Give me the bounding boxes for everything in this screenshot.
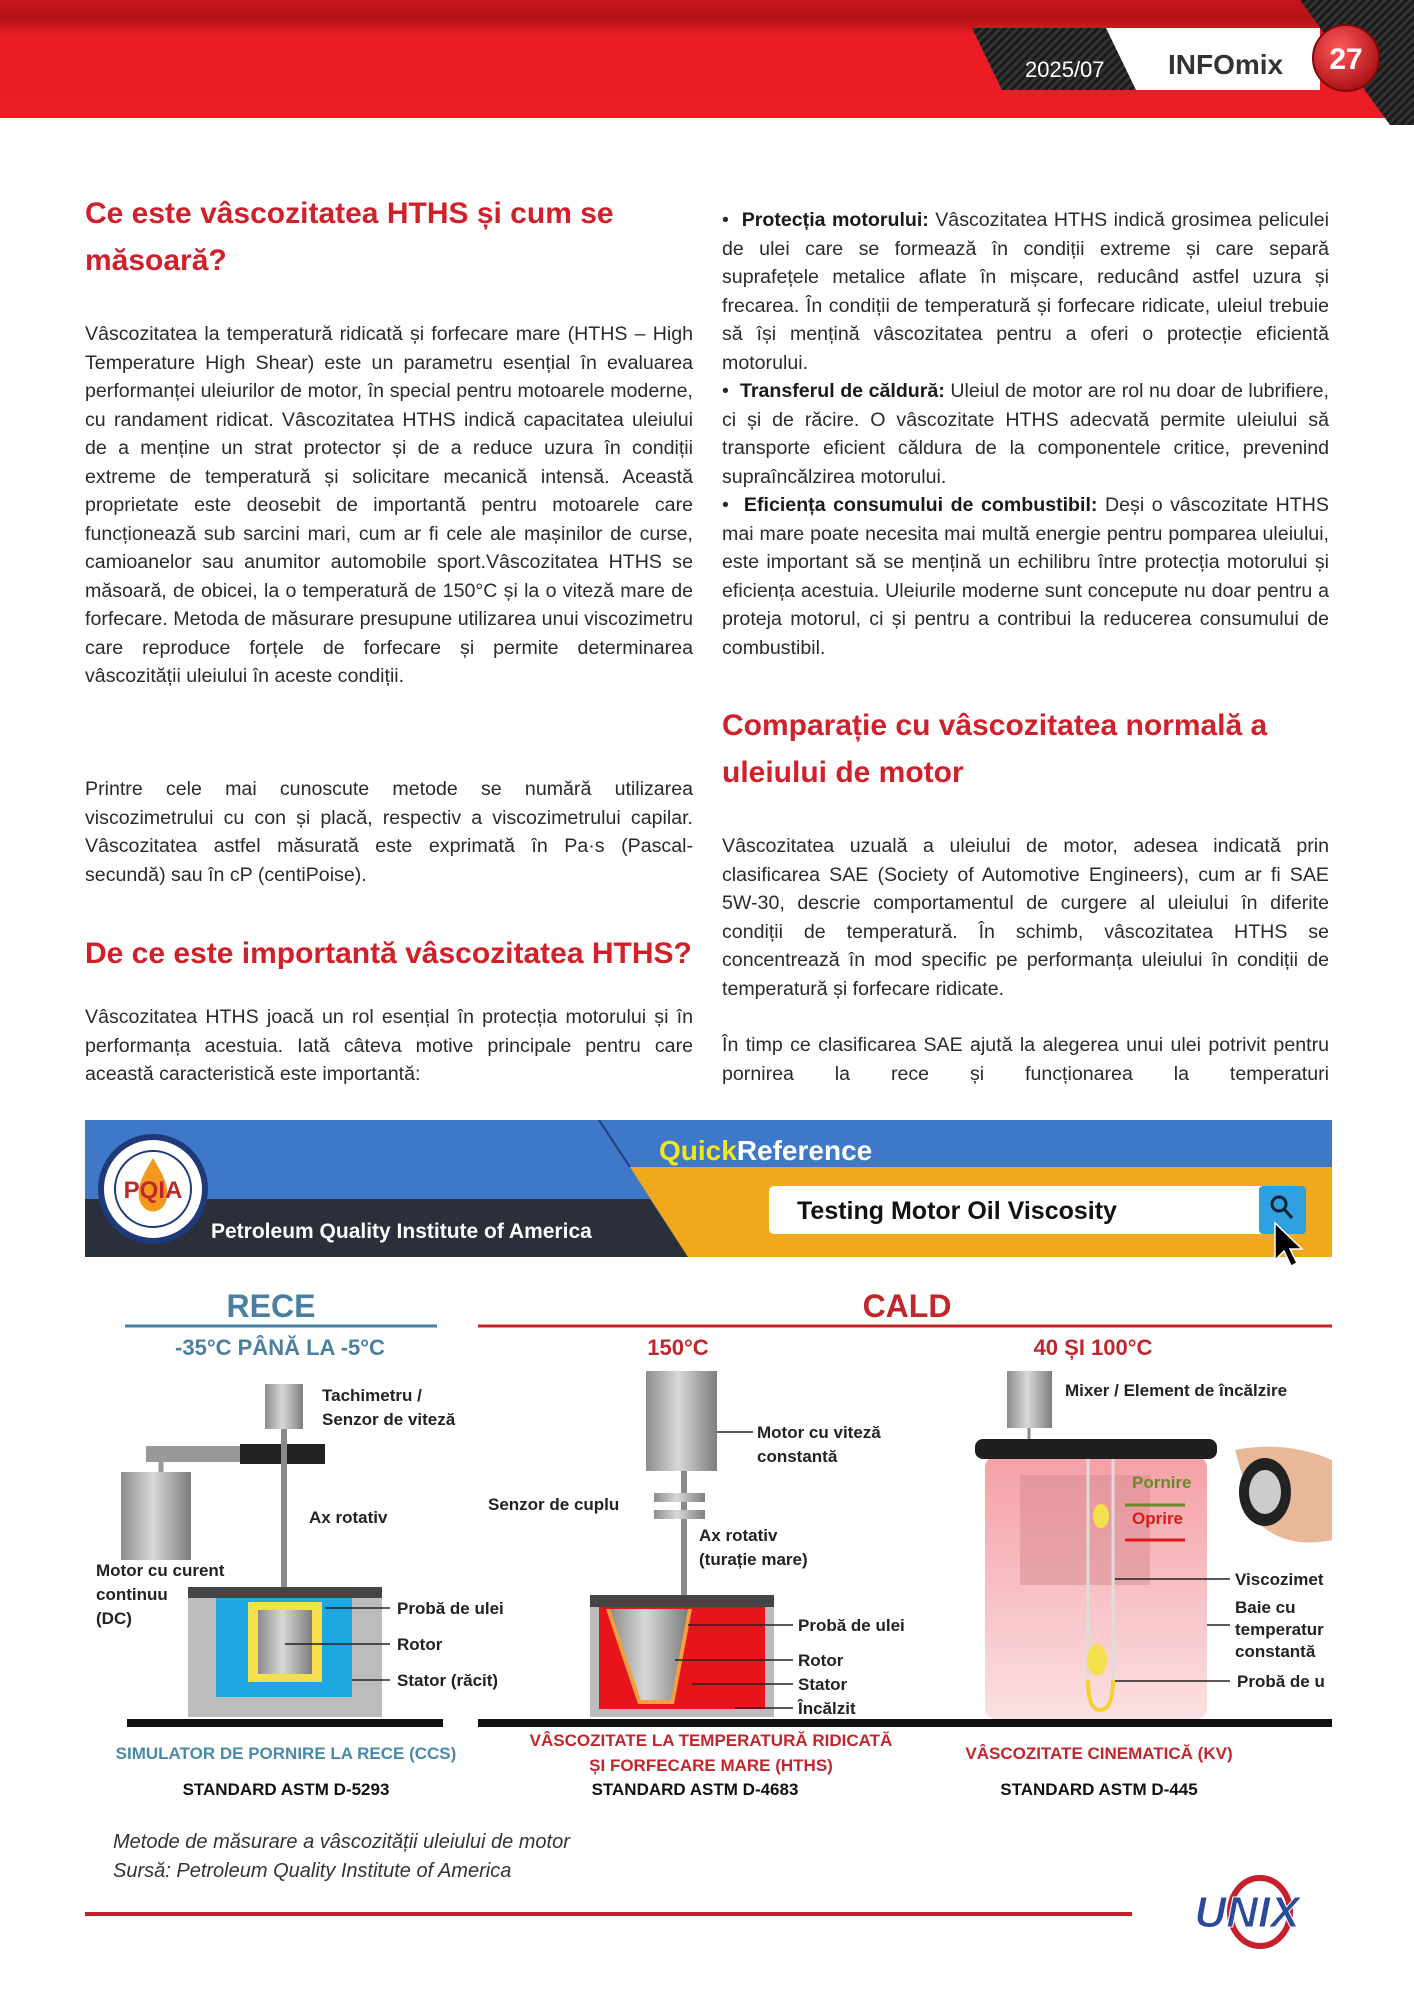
heading-why-important: De ce este importantă vâscozitatea HTHS?: [85, 937, 692, 970]
issue-date: 2025/07: [1025, 57, 1105, 82]
label: Oprire: [1132, 1509, 1184, 1528]
hths-standard: STANDARD ASTM D-4683: [591, 1780, 799, 1799]
quick-reference-title: QuickReference: [659, 1135, 873, 1166]
label: continuu: [96, 1585, 168, 1604]
kv-method: VÂSCOZITATE CINEMATICĂ (KV): [965, 1744, 1233, 1763]
magazine-name: INFOmix: [1168, 49, 1284, 80]
pqia-logo: [101, 1137, 205, 1241]
label: Stator (răcit): [397, 1671, 499, 1690]
label: constantă: [757, 1447, 838, 1466]
label: (turație mare): [699, 1550, 808, 1569]
label: Baie cu: [1235, 1598, 1296, 1617]
footer-divider: [85, 1912, 1132, 1916]
label: Probă de ulei: [798, 1616, 905, 1635]
search-button[interactable]: [1259, 1186, 1306, 1234]
label: Motor cu viteză: [757, 1423, 881, 1442]
hths-method-line1: VÂSCOZITATE LA TEMPERATURĂ RIDICATĂ: [529, 1731, 893, 1750]
ccs-standard: STANDARD ASTM D-5293: [182, 1780, 390, 1799]
kv-apparatus: [975, 1371, 1332, 1719]
label: Tachimetru /: [322, 1386, 422, 1405]
label: Probă de ulei: [397, 1599, 504, 1618]
viscosity-methods-infographic: [85, 1120, 1332, 1810]
quick-reference-banner: [85, 1120, 1332, 1266]
label: Senzor de viteză: [322, 1410, 456, 1429]
heading-what-is-hths: Ce este vâscozitatea HTHS și cum se măsoară?: [85, 197, 614, 277]
label: temperatur: [1235, 1620, 1324, 1639]
paragraph-sae-viscosity: Vâscozitatea uzuală a uleiului de motor, adesea indicată prin clasificarea SAE (Society of Automotive Engineers), cum ar fi SAE 5W-30, descrie comportamentul de curgere al uleiului în diferite condiții de temperatură. În schimb, vâscozitatea HTHS se concentrează în mod specific pe performanța uleiului în condiții de temperatură și forfecare ridicate.: [722, 835, 1329, 1000]
figure-caption: [113, 1828, 570, 1886]
svg-text:PQIA: PQIA: [123, 1177, 183, 1204]
ccs-method: SIMULATOR DE PORNIRE LA RECE (CCS): [115, 1744, 457, 1763]
label: Motor cu curent: [96, 1561, 225, 1580]
search-value: Testing Motor Oil Viscosity: [797, 1197, 1117, 1225]
bullet-text: Uleiul de motor are rol nu doar de lubrifiere, ci și de răcire. O vâscozitate HTHS adecvată permite uleiului să transporte eficient căldura de la componentele critice, prevenind supraîncălzirea motorului.: [722, 380, 1329, 488]
label: Ax rotativ: [699, 1526, 778, 1545]
importance-bullet-list: [722, 206, 1329, 662]
bullet-heat-transfer: • Transferul de căldură: Uleiul de motor are rol nu doar de lubrifiere, ci și de răcire. O vâscozitate HTHS adecvată permite uleiului să transporte eficient căldura de la componentele critice, prevenind supraîncălzirea motorului.: [722, 380, 1329, 488]
bullet-label: Eficiența consumului de combustibil:: [743, 494, 1098, 516]
heading-comparison: Comparație cu vâscozitatea normală a uleiului de motor: [722, 709, 1268, 789]
cold-temperature: -35°C PÂNĂ LA -5°C: [175, 1335, 385, 1360]
label: Pornire: [1132, 1473, 1192, 1492]
ccs-apparatus: [121, 1384, 443, 1727]
bullet-text: Deși o vâscozitate HTHS mai mare poate necesita mai multă energie pentru pomparea uleiului, este important să se mențină un echilibru între protecția motorului și eficiența acestuia. Uleiurile moderne sunt concepute nu doar pentru a proteja motorul, ci și pentru a contribui la reducerea consumului de combustibil.: [722, 494, 1329, 659]
hths-method-line2: ȘI FORFECARE MARE (HTHS): [589, 1756, 833, 1775]
label: Rotor: [397, 1635, 443, 1654]
label: (DC): [96, 1609, 132, 1628]
stopwatch-icon: [1235, 1447, 1332, 1543]
paragraph-sae-classification: În timp ce clasificarea SAE ajută la alegerea unui ulei potrivit pentru pornirea la rece și funcționarea la temperaturi: [722, 1034, 1329, 1085]
paragraph-hths-definition: Vâscozitatea la temperatură ridicată și forfecare mare (HTHS – High Temperature High Shear) este un parametru esențial în evaluarea performanței uleiurilor de motor, în special pentru motoarele moderne, cu randament ridicat. Vâscozitatea HTHS indică capacitatea uleiului de a menține un strat protector și de a reduce uzura în condiții extreme de temperatură și solicitare mecanică intensă. Această proprietate este deosebit de importantă pentru motoarele care funcționează sub sarcini mari, cum ar fi cele ale mașinilor de curse, camioanelor sau anumitor automobile sport.Vâscozitatea HTHS se măsoară, de obicei, la o temperatură de 150°C și la o viteză mare de forfecare. Metoda de măsurare presupune utilizarea unui viscozimetru care reproduce forțele de forfecare și permite determinarea vâscozității uleiului în aceste condiții.: [85, 323, 693, 687]
label: constantă: [1235, 1642, 1316, 1661]
paragraph-measurement-methods: Printre cele mai cunoscute metode se numără utilizarea viscozimetrului cu con și placă, respectiv a viscozimetrului capilar. Vâscozitatea astfel măsurată este exprimată în Pa·s (Pascal-secundă) sau în cP (centiPoise).: [85, 778, 693, 886]
org-name: Petroleum Quality Institute of America: [211, 1220, 592, 1243]
bullet-label: Transferul de căldură:: [739, 380, 945, 402]
bullet-text: Vâscozitatea HTHS indică grosimea peliculei de ulei care se formează în condiții extreme și care separă suprafețele metalice aflate în mișcare, reducând astfel uzura și frecarea. În condiții de temperatură și forfecare ridicate, uleiul trebuie să își mențină vâscozitatea pentru a oferi o protecție eficientă motorului.: [722, 209, 1330, 374]
caption-title: Metode de măsurare a vâscozității uleiului de motor: [113, 1831, 570, 1853]
label: Ax rotativ: [309, 1508, 388, 1527]
hot-heading: CALD: [862, 1288, 952, 1324]
bullet-fuel-efficiency: • Eficiența consumului de combustibil: Deși o vâscozitate HTHS mai mare poate necesita mai multă energie pentru pomparea uleiului, este important să se mențină un echilibru între protecția motorului și eficiența acestuia. Uleiurile moderne sunt concepute nu doar pentru a proteja motorul, ci și pentru a contribui la reducerea consumului de combustibil.: [722, 494, 1329, 659]
bullet-label: Protecția motorului:: [741, 209, 929, 231]
kv-temperature: 40 ȘI 100°C: [1033, 1335, 1153, 1360]
label: Rotor: [798, 1651, 844, 1670]
cold-heading: RECE: [226, 1288, 316, 1324]
label: Mixer / Element de încălzire: [1065, 1381, 1288, 1400]
unix-logo: [1165, 1875, 1330, 1950]
kv-standard: STANDARD ASTM D-445: [1000, 1780, 1198, 1799]
page-header: [0, 0, 1414, 125]
hths-temperature: 150°C: [647, 1335, 709, 1360]
paragraph-importance-intro: Vâscozitatea HTHS joacă un rol esențial în protecția motorului și în performanța acestuia. Iată câteva motive principale pentru care această caracteristică este importantă:: [85, 1006, 693, 1085]
caption-source: Sursă: Petroleum Quality Institute of America: [113, 1860, 512, 1882]
label: Senzor de cuplu: [488, 1495, 620, 1514]
page-number: 27: [1329, 43, 1363, 76]
label: Încălzit: [798, 1699, 856, 1718]
label: Probă de u: [1237, 1672, 1325, 1691]
label: Viscozimet: [1235, 1570, 1324, 1589]
svg-text:UNIX: UNIX: [1194, 1888, 1300, 1937]
bullet-engine-protection: • Protecția motorului: Vâscozitatea HTHS indică grosimea peliculei de ulei care se formează în condiții extreme și care separă suprafețele metalice aflate în mișcare, reducând astfel uzura și frecarea. În condiții de temperatură și forfecare ridicate, uleiul trebuie să își mențină vâscozitatea pentru a oferi o protecție eficientă motorului.: [722, 209, 1330, 374]
label: Stator: [798, 1675, 848, 1694]
